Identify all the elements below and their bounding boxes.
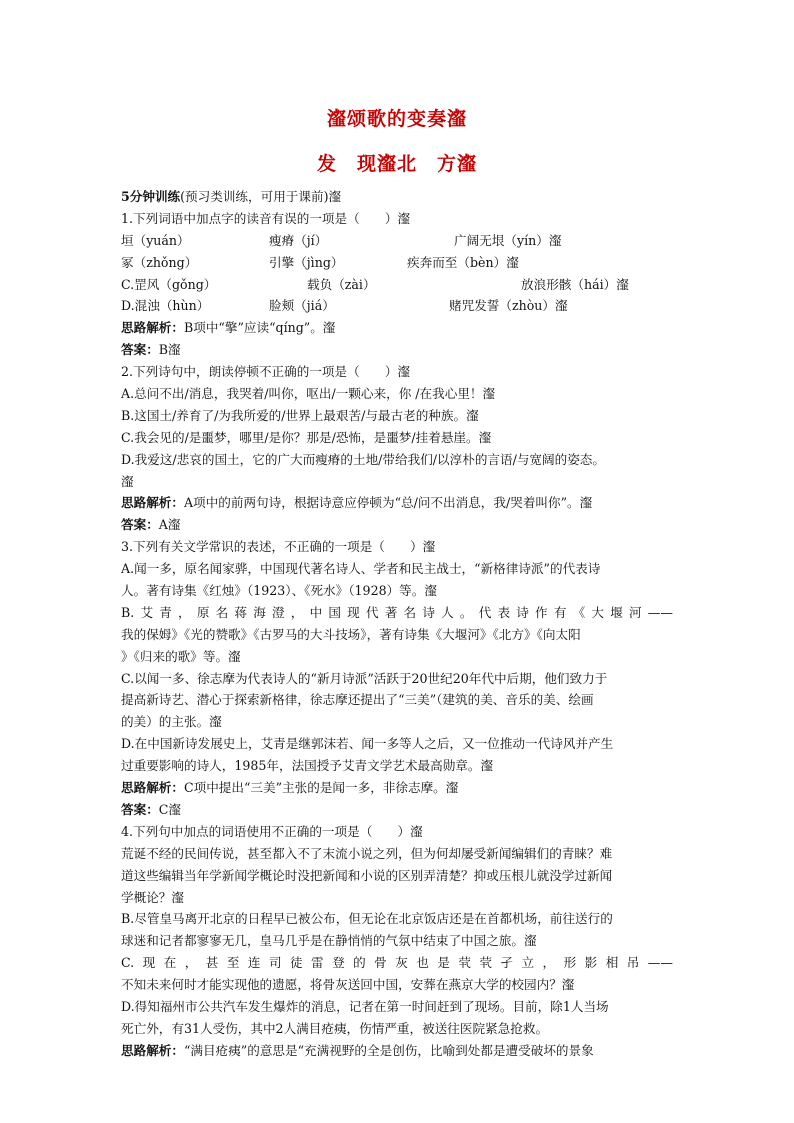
q1-cell: 脸颊（jiá） bbox=[269, 298, 335, 314]
q1-analysis bbox=[121, 317, 673, 339]
analysis-text: B项中“擎”应读“qíng”。瀣 bbox=[183, 320, 336, 336]
q4-line: 道这些编辑当年学新闻学概论时没把新闻和小说的区别弄清楚？抑或压根儿就没学过新闻 bbox=[121, 867, 613, 883]
q1-cell: 冢（zhǒng） bbox=[121, 254, 198, 270]
q2-analysis bbox=[121, 492, 673, 514]
q1-cell: D.混浊（hùn） bbox=[121, 298, 210, 314]
q3-line: B.艾青，原名蒋海澄，中国现代著名诗人。代表诗作有《大堰河—— bbox=[121, 604, 673, 620]
intro-text: (预习类训练，可用于课前)瀣 bbox=[180, 189, 342, 204]
q1-option-row bbox=[121, 230, 673, 252]
q2-stem: 2.下列诗句中，朗读停顿不正确的一项是（ ）瀣 bbox=[121, 364, 411, 380]
q1-cell: C.罡风（gǒng） bbox=[121, 276, 217, 292]
q4-line: 死亡外，有31人受伤，其中2人满目疮痍，伤情严重，被送往医院紧急抢救。 bbox=[121, 1020, 549, 1036]
q3-line: D.在中国新诗发展史上，艾青是继郭沫若、闻一多等人之后，又一位推动一代诗风并产生 bbox=[121, 736, 614, 752]
q2-option-d-cont: 瀣 bbox=[121, 473, 134, 489]
q1-answer bbox=[121, 339, 673, 361]
q3-line: A.闻一多，原名闻家骅，中国现代著名诗人、学者和民主战士，“新格律诗派”的代表诗 bbox=[121, 561, 601, 577]
q1-cell: 广阔无垠（yín）瀣 bbox=[454, 232, 562, 248]
q2-option-a: A.总问不出/消息，我哭着/叫你，呕出/一颗心来，你 /在我心里！瀣 bbox=[121, 386, 496, 402]
q4-analysis bbox=[121, 1040, 673, 1062]
analysis-label: 思路解析： bbox=[121, 495, 184, 511]
q1-option-row bbox=[121, 295, 673, 317]
q1-cell: 放浪形骸（hái）瀣 bbox=[521, 276, 629, 292]
q2-answer bbox=[121, 514, 673, 536]
intro-line bbox=[121, 186, 673, 208]
q4-line: 学概论？瀣 bbox=[121, 889, 184, 905]
q4-line: 球迷和记者都寥寥无几，皇马几乎是在静悄悄的气氛中结束了中国之旅。瀣 bbox=[121, 933, 537, 949]
analysis-label: 思路解析： bbox=[121, 320, 184, 336]
answer-text: C瀣 bbox=[158, 801, 182, 817]
q3-line: 我的保姆》《光的赞歌》《古罗马的大斗技场》，著有诗集《大堰河》《北方》《向太阳 bbox=[121, 626, 581, 642]
q1-cell: 赌咒发誓（zhòu）瀣 bbox=[449, 298, 568, 314]
q3-line: 的美）的主张。瀣 bbox=[121, 714, 222, 730]
q3-line: 》《归来的歌》等。瀣 bbox=[121, 648, 241, 664]
q3-line: 过重要影响的诗人，1985年，法国授予艾青文学艺术最高勋章。瀣 bbox=[121, 758, 494, 774]
q4-stem: 4.下列句中加点的词语使用不正确的一项是（ ）瀣 bbox=[121, 823, 423, 839]
q1-cell: 引擎（jìng） bbox=[269, 254, 344, 270]
answer-label: 答案： bbox=[121, 801, 159, 817]
analysis-label: 思路解析： bbox=[121, 1042, 184, 1058]
analysis-text: C项中提出“三美”主张的是闻一多，非徐志摩。瀣 bbox=[183, 780, 459, 796]
q1-stem: 1.下列词语中加点字的读音有误的一项是（ ）瀣 bbox=[121, 210, 411, 226]
q1-cell: 垣（yuán） bbox=[121, 232, 190, 248]
analysis-text: A项中的前两句诗，根据诗意应停顿为“总/问不出消息，我/哭着叫你”。瀣 bbox=[183, 495, 593, 511]
analysis-text: “满目疮痍”的意思是“充满视野的全是创伤，比喻到处都是遭受破坏的景象 bbox=[183, 1042, 594, 1058]
q2-option-b: B.这国土/养育了/为我所爱的/世界上最艰苦/与最古老的种族。瀣 bbox=[121, 407, 479, 423]
q3-line: 提高新诗艺、潜心于探索新格律，徐志摩还提出了“三美”（建筑的美、音乐的美、绘画 bbox=[121, 692, 594, 708]
q2-option-c: C.我会见的/是噩梦，哪里/是你？那是/恐怖，是噩梦/挂着悬崖。瀣 bbox=[121, 429, 492, 445]
answer-label: 答案： bbox=[121, 342, 159, 358]
q3-stem: 3.下列有关文学常识的表述，不正确的一项是（ ）瀣 bbox=[121, 539, 436, 555]
q1-option-row bbox=[121, 252, 673, 274]
q4-line: D.得知福州市公共汽车发生爆炸的消息，记者在第一时间赶到了现场。目前，除1人当场 bbox=[121, 998, 609, 1014]
q2-option-d: D.我爱这/悲哀的国土，它的广大而瘦瘠的土地/带给我们/以淳朴的言语/与宽阔的姿态。 bbox=[121, 451, 605, 467]
q3-analysis bbox=[121, 777, 673, 799]
analysis-label: 思路解析： bbox=[121, 780, 184, 796]
q1-option-row bbox=[121, 274, 673, 296]
answer-text: B瀣 bbox=[158, 342, 181, 358]
document-subtitle: 发 现瀣北 方瀣 bbox=[316, 153, 477, 175]
q4-line: 荒诞不经的民间传说，甚至都入不了末流小说之列，但为何却屡受新闻编辑们的青睐？难 bbox=[121, 845, 613, 861]
q4-line: C.现在，甚至连司徒雷登的骨灰也是茕茕孑立，形影相吊—— bbox=[121, 955, 673, 971]
q1-cell: 疾奔而至（bèn）瀣 bbox=[407, 254, 519, 270]
q1-cell: 瘦瘠（jí） bbox=[269, 232, 328, 248]
document-title: 瀣颂歌的变奏瀣 bbox=[326, 108, 467, 130]
q3-line: 人。著有诗集《红烛》（1923）、《死水》（1928）等。瀣 bbox=[121, 583, 437, 599]
q1-cell: 载负（zài） bbox=[307, 276, 376, 292]
q3-line: C.以闻一多、徐志摩为代表诗人的“新月诗派”活跃于20世纪20年代中后期，他们致力于 bbox=[121, 670, 608, 686]
q4-line: B.尽管皇马离开北京的日程早已被公布，但无论在北京饭店还是在首都机场，前往送行的 bbox=[121, 911, 613, 927]
q4-line: 不知未来何时才能实现他的遗愿，将骨灰送回中国，安葬在燕京大学的校园内？瀣 bbox=[121, 977, 575, 993]
intro-label: 5分钟训练 bbox=[121, 189, 181, 204]
answer-text: A瀣 bbox=[158, 517, 181, 533]
document-body bbox=[121, 186, 673, 1062]
answer-label: 答案： bbox=[121, 517, 159, 533]
q3-answer bbox=[121, 799, 673, 821]
